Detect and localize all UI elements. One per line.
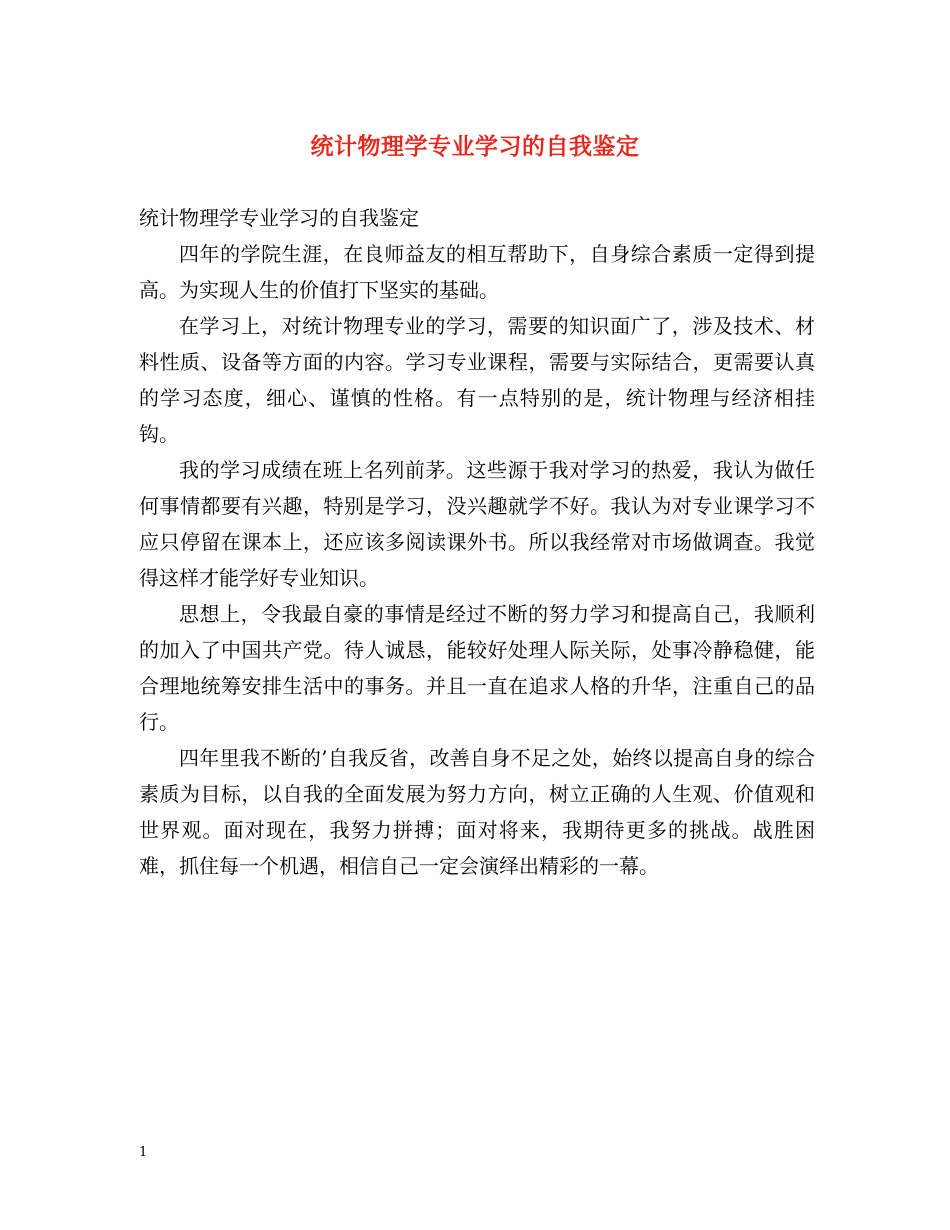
page-number: 1 (139, 1145, 148, 1160)
paragraph-3: 我的学习成绩在班上名列前茅。这些源于我对学习的热爱，我认为做任何事情都要有兴趣，特别是学习，没兴趣就学不好。我认为对专业课学习不应只停留在课本上，还应该多阅读课外书。所以我经常对市场做调查。我觉得这样才能学好专业知识。 (139, 458, 815, 590)
paragraph-2: 在学习上，对统计物理专业的学习，需要的知识面广了，涉及技术、材料性质、设备等方面的内容。学习专业课程，需要与实际结合，更需要认真的学习态度，细心、谨慎的性格。有一点特别的是，统计物理与经济相挂钩。 (139, 314, 815, 446)
paragraph-1: 四年的学院生涯，在良师益友的相互帮助下，自身综合素质一定得到提高。为实现人生的价值打下坚实的基础。 (139, 242, 815, 302)
document-title: 统计物理学专业学习的自我鉴定 (310, 133, 640, 160)
paragraph-5: 四年里我不断的’自我反省，改善自身不足之处，始终以提高自身的综合素质为目标，以自我的全面发展为努力方向，树立正确的人生观、价值观和世界观。面对现在，我努力拼搏；面对将来，我期待更多的挑战。战胜困难，抓住每一个机遇，相信自己一定会演绎出精彩的一幕。 (139, 746, 815, 878)
paragraph-4: 思想上，令我最自豪的事情是经过不断的努力学习和提高自己，我顺利的加入了中国共产党。待人诚恳，能较好处理人际关际，处事冷静稳健，能合理地统筹安排生活中的事务。并且一直在追求人格的升华，注重自己的品行。 (139, 602, 815, 734)
document-subtitle: 统计物理学专业学习的自我鉴定 (139, 206, 419, 230)
document-body (139, 200, 815, 884)
